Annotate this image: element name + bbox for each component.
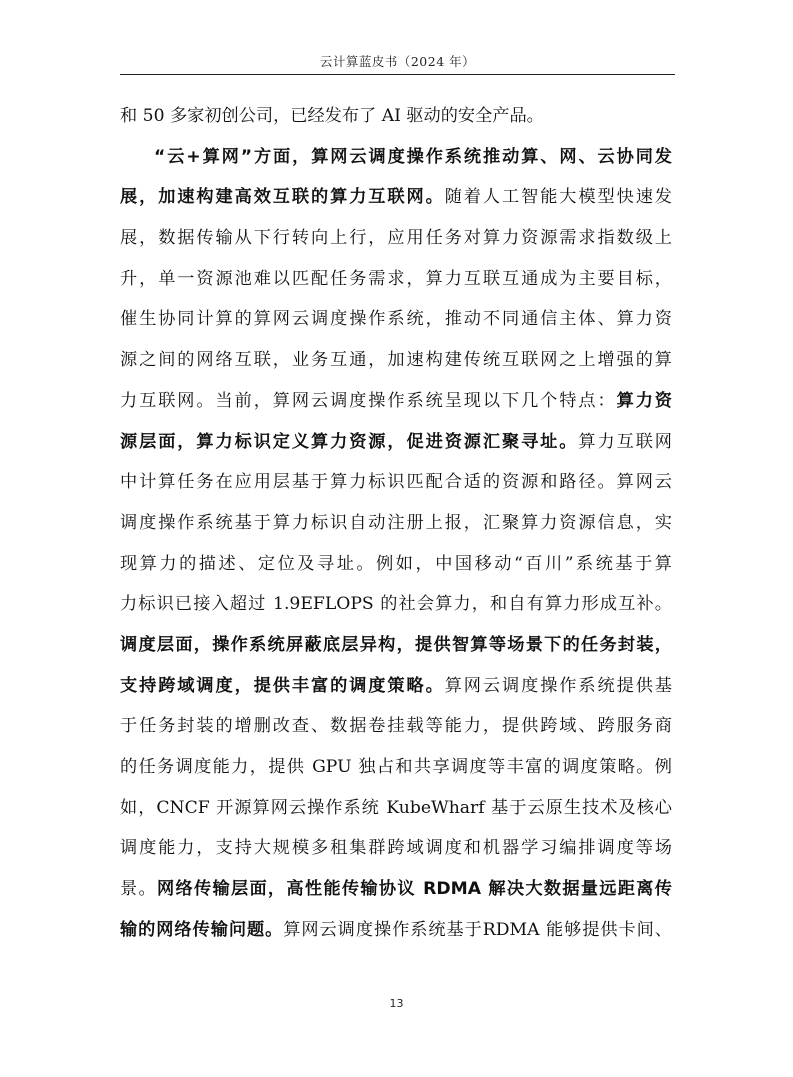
text-segment: 展，数据传输从下行转向上行，应用任务对算力资源需求指数级上: [120, 228, 672, 249]
text-segment: 算力互联网: [578, 431, 672, 452]
text-segment: 中计算任务在应用层基于算力标识匹配合适的资源和路径。算网云: [120, 472, 672, 493]
text-line: [120, 788, 672, 829]
bold-text-segment: 网络传输层面，高性能传输协议 RDMA 解决大数据量远距离传: [156, 879, 672, 900]
text-segment: 现算力的描述、定位及寻址。例如，中国移动“百川”系统基于算: [120, 553, 672, 574]
text-line: [120, 910, 672, 951]
text-segment: 算网云调度操作系统基于RDMA 能够提供卡间、: [283, 919, 672, 940]
text-segment: 调度操作系统基于算力标识自动注册上报，汇聚算力资源信息，实: [120, 512, 672, 533]
text-segment: 随着人工智能大模型快速发: [444, 187, 672, 208]
bold-text-segment: 展，加速构建高效互联的算力互联网。: [120, 187, 445, 208]
text-line: [120, 544, 672, 585]
text-line: [120, 706, 672, 747]
bold-text-segment: 调度层面，操作系统屏蔽底层异构，提供智算等场景下的任务封装，: [120, 634, 672, 655]
text-line: [120, 747, 672, 788]
text-line: [120, 584, 672, 625]
text-line: [120, 625, 672, 666]
text-segment: 算网云调度操作系统提供基: [444, 675, 672, 696]
page-number: 13: [389, 997, 404, 1010]
text-line: [120, 381, 672, 422]
text-line: [120, 259, 672, 300]
text-line: [120, 462, 672, 503]
text-segment: 力标识已接入超过 1.9EFLOPS 的社会算力，和自有算力形成互补。: [120, 594, 672, 615]
text-line: [120, 177, 672, 218]
text-line: [120, 299, 672, 340]
text-line: [120, 869, 672, 910]
text-segment: 升，单一资源池难以匹配任务需求，算力互联互通成为主要目标，: [120, 268, 672, 289]
text-segment: 如，CNCF 开源算网云操作系统 KubeWharf 基于云原生技术及核心: [120, 797, 672, 818]
text-segment: 景。: [120, 879, 157, 900]
text-segment: 于任务封装的增删改查、数据卷挂载等能力，提供跨域、跨服务商: [120, 716, 672, 737]
text-line: [120, 218, 672, 259]
text-line: [120, 828, 672, 869]
bold-text-segment: 支持跨域调度，提供丰富的调度策略。: [120, 675, 445, 696]
page-header: [120, 54, 675, 75]
text-line: [120, 96, 672, 137]
text-line: [120, 422, 672, 463]
text-segment: 调度能力，支持大规模多租集群跨域调度和机器学习编排调度等场: [120, 838, 672, 859]
text-line: [120, 503, 672, 544]
text-segment: 和 50 多家初创公司，已经发布了 AI 驱动的安全产品。: [120, 106, 544, 126]
body-text: [120, 96, 672, 950]
text-segment: 的任务调度能力，提供 GPU 独占和共享调度等丰富的调度策略。例: [120, 757, 672, 777]
bold-text-segment: 输的网络传输问题。: [120, 919, 284, 940]
header-title: 云计算蓝皮书（2024 年）: [319, 54, 476, 69]
bold-text-segment: 算力资: [616, 390, 672, 411]
bold-text-segment: “云+算网”方面，算网云调度操作系统推动算、网、云协同发: [154, 146, 672, 167]
text-line: [120, 137, 672, 178]
text-segment: 催生协同计算的算网云调度操作系统，推动不同通信主体、算力资: [120, 309, 672, 330]
text-line: [120, 666, 672, 707]
text-segment: 力互联网。当前，算网云调度操作系统呈现以下几个特点：: [120, 390, 617, 411]
bold-text-segment: 源层面，算力标识定义算力资源，促进资源汇聚寻址。: [120, 431, 579, 452]
text-line: [120, 340, 672, 381]
text-segment: 源之间的网络互联，业务互通，加速构建传统互联网之上增强的算: [120, 350, 672, 371]
